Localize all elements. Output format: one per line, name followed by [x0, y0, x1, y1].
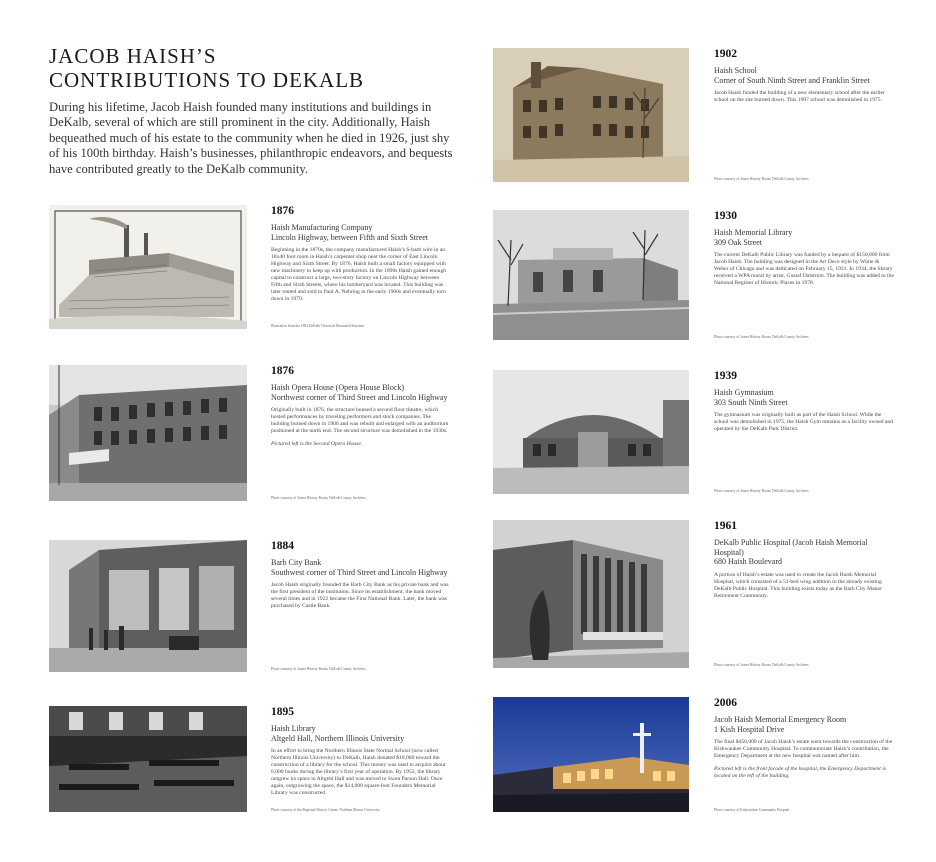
title-line-2: CONTRIBUTIONS TO DEKALB [49, 68, 365, 92]
entry-location: 1 Kish Hospital Drive [714, 724, 785, 734]
entry-year: 1876 [271, 205, 294, 217]
entry-name: Barb City Bank [271, 558, 322, 567]
entry-credit: Photo courtesy of Joiner History Room, DeKalb County Archives. [714, 177, 810, 181]
entry-location: Corner of South Ninth Street and Franklin Street [714, 75, 870, 85]
page-title [49, 44, 449, 92]
entry-location: Altgeld Hall, Northern Illinois University [271, 733, 405, 743]
entry-credit: Photo courtesy of Kishwaukee Community Hospital [714, 808, 790, 812]
entry-1895-library-text [271, 706, 451, 797]
entry-1930-library-text [714, 210, 894, 287]
entry-1939-gym-text [714, 370, 894, 433]
entry-credit: Photo courtesy of Joiner History Room, DeKalb County Archives. [271, 667, 367, 671]
entry-name: Haish Gymnasium [714, 388, 774, 397]
entry-caption: Pictured left is the Second Opera House. [271, 441, 363, 447]
entry-description: Jacob Haish funded the building of a new elementary school after the earlier school on the site burned down. This 1907 school was demolished in 1975. [714, 90, 885, 103]
entry-location: Southwest corner of Third Street and Lincoln Highway [271, 567, 448, 577]
entry-name: Haish Opera House (Opera House Block) [271, 383, 405, 392]
photo-dekalb-hospital [493, 520, 689, 668]
photo-opera-house [49, 365, 247, 501]
photo-haish-school [493, 48, 689, 182]
entry-description: The final $450,000 of Jacob Haish’s estate went towards the construction of the Kishwaukee Community Hospital. To commemorate Haish’s contribution, the Emergency Department at the new hospital was named after him. [714, 739, 893, 759]
entry-location: 680 Haish Boulevard [714, 557, 782, 566]
entry-description: The gymnasium was originally built as part of the Haish School. While the school was demolished in 1975, the Haish Gym remains as a facility owned and operated by the DeKalb Park District. [714, 412, 893, 432]
entry-name: Haish Memorial Library [714, 228, 793, 237]
entry-1902-school-text [714, 48, 894, 104]
entry-year: 2006 [714, 697, 737, 709]
photo-haish-gymnasium [493, 370, 689, 494]
entry-year: 1961 [714, 520, 737, 532]
photo-haish-library [49, 706, 247, 812]
photo-barb-city-bank [49, 540, 247, 672]
entry-credit: Photo courtesy of Joiner History Room, DeKalb County Archives. [714, 489, 810, 493]
photo-emergency-room [493, 697, 689, 812]
entry-description: Jacob Haish originally founded the Barb City Bank as his private bank and was the first president of the institution. Since its establishment, the bank moved several times and in 1922 became the First National Bank. Later, the bank was purchased by Castle Bank. [271, 582, 449, 609]
entry-location: 303 South Ninth Street [714, 397, 788, 407]
entry-credit: Photo courtesy of the Regional History Center, Northern Illinois University. [271, 808, 381, 812]
entry-1961-hospital-text [714, 520, 894, 600]
entry-year: 1876 [271, 365, 294, 377]
entry-year: 1902 [714, 48, 737, 60]
entry-name: Haish Manufacturing Company [271, 223, 373, 232]
entry-location: 309 Oak Street [714, 237, 762, 247]
entry-description: In an effort to bring the Northern Illinois State Normal School (now called Northern Illinois University) to DeKalb, Haish donated $10,000 toward the construction of a library for the school. This money was used to acquire about 6,000 books during the library’s first year of operation. By 1952, the library outgrew its space in Altgeld Hall and was moved to Swen Parson Hall. Once again, outgrowing the space, the $14,000 square-foot Founders Memorial Library was constructed. [271, 748, 446, 796]
entry-year: 1895 [271, 706, 294, 718]
entry-name: Jacob Haish Memorial Emergency Room [714, 715, 847, 724]
photo-haish-manufacturing [49, 205, 247, 329]
entry-name: DeKalb Public Hospital (Jacob Haish Memorial Hospital) [714, 538, 868, 557]
entry-name: Haish Library [271, 724, 316, 733]
title-line-1: JACOB HAISH’S [49, 44, 217, 68]
entry-description: Beginning in the 1870s, the company manufactured Haish’s S-barb wire in an 18x40 foot room in Haish’s carpenter shop near the corner of East Lincoln Highway and Sixth Street. By 1876, Haish built a small factory equipped with new machinery to keep up with production. In the 1890s Haish gained enough capital to construct a large, two-story factory on Lincoln Highway between Fifth and Sixth Streets, where his lumberyard was located. This building was later rented and sold to Paul A. Nehring in the early 1900s and eventually torn down in 1979. [271, 247, 447, 302]
intro-paragraph: During his lifetime, Jacob Haish founded many institutions and buildings in DeKalb, several of which are still prominent in the city. Additionally, Haish bequeathed much of his estate to the community when he died in 1926, just shy of his 100th birthday. Haish’s businesses, philanthropic endeavors, and bequests have contributed greatly to the DeKalb community. [49, 100, 453, 176]
entry-description: Originally built in 1876, the structure housed a second floor theatre, which hosted performances by traveling performers and stock companies. The building burned down in 1906 and was rebuilt and enlarged with an auditorium positioned at the north end. The second structure was demolished in the 1930s. [271, 407, 449, 434]
entry-year: 1939 [714, 370, 737, 382]
entry-1876-manufacturing-text [271, 205, 451, 303]
entry-1884-bank-text [271, 540, 451, 610]
entry-location: Northwest corner of Third Street and Lincoln Highway [271, 392, 448, 402]
entry-year: 1930 [714, 210, 737, 222]
entry-credit: Photo courtesy of Joiner History Room, DeKalb County Archives. [271, 496, 367, 500]
entry-year: 1884 [271, 540, 294, 552]
entry-credit: Photo courtesy of Joiner History Room, DeKalb County Archives. [714, 335, 810, 339]
photo-memorial-library [493, 210, 689, 340]
entry-description: The current DeKalb Public Library was funded by a bequest of $150,000 from Jacob Haish. The building was designed in the Art Deco style by White & Weber of Chicago and was dedicated on February 15, 1931. In 1934, the library received a WPA mural by artist, Gustaf Dalstrom. The building was added to the National Register of Historic Places in 1978. [714, 252, 894, 286]
entry-credit: Photo courtesy of Joiner History Room, DeKalb County Archives. [714, 663, 810, 667]
entry-location: Lincoln Highway, between Fifth and Sixth Street [271, 232, 429, 242]
entry-description: A portion of Haish’s estate was used to create the Jacob Haish Memorial Hospital, which consisted of a 51-bed wing addition to the already existing DeKalb Public Hospital. This building exists today as the Barb City Manor Retirement Community. [714, 571, 883, 599]
entry-1876-opera-text [271, 365, 451, 448]
entry-credit: Illustration from the 1892 DeKalb Chronicle Illustrated Souvenir [271, 324, 365, 328]
entry-2006-er-text [714, 697, 894, 780]
entry-name: Haish School [714, 66, 757, 75]
entry-caption: Pictured left is the front facade of the hospital, the Emergency Department is located on the left of the building. [714, 766, 886, 779]
